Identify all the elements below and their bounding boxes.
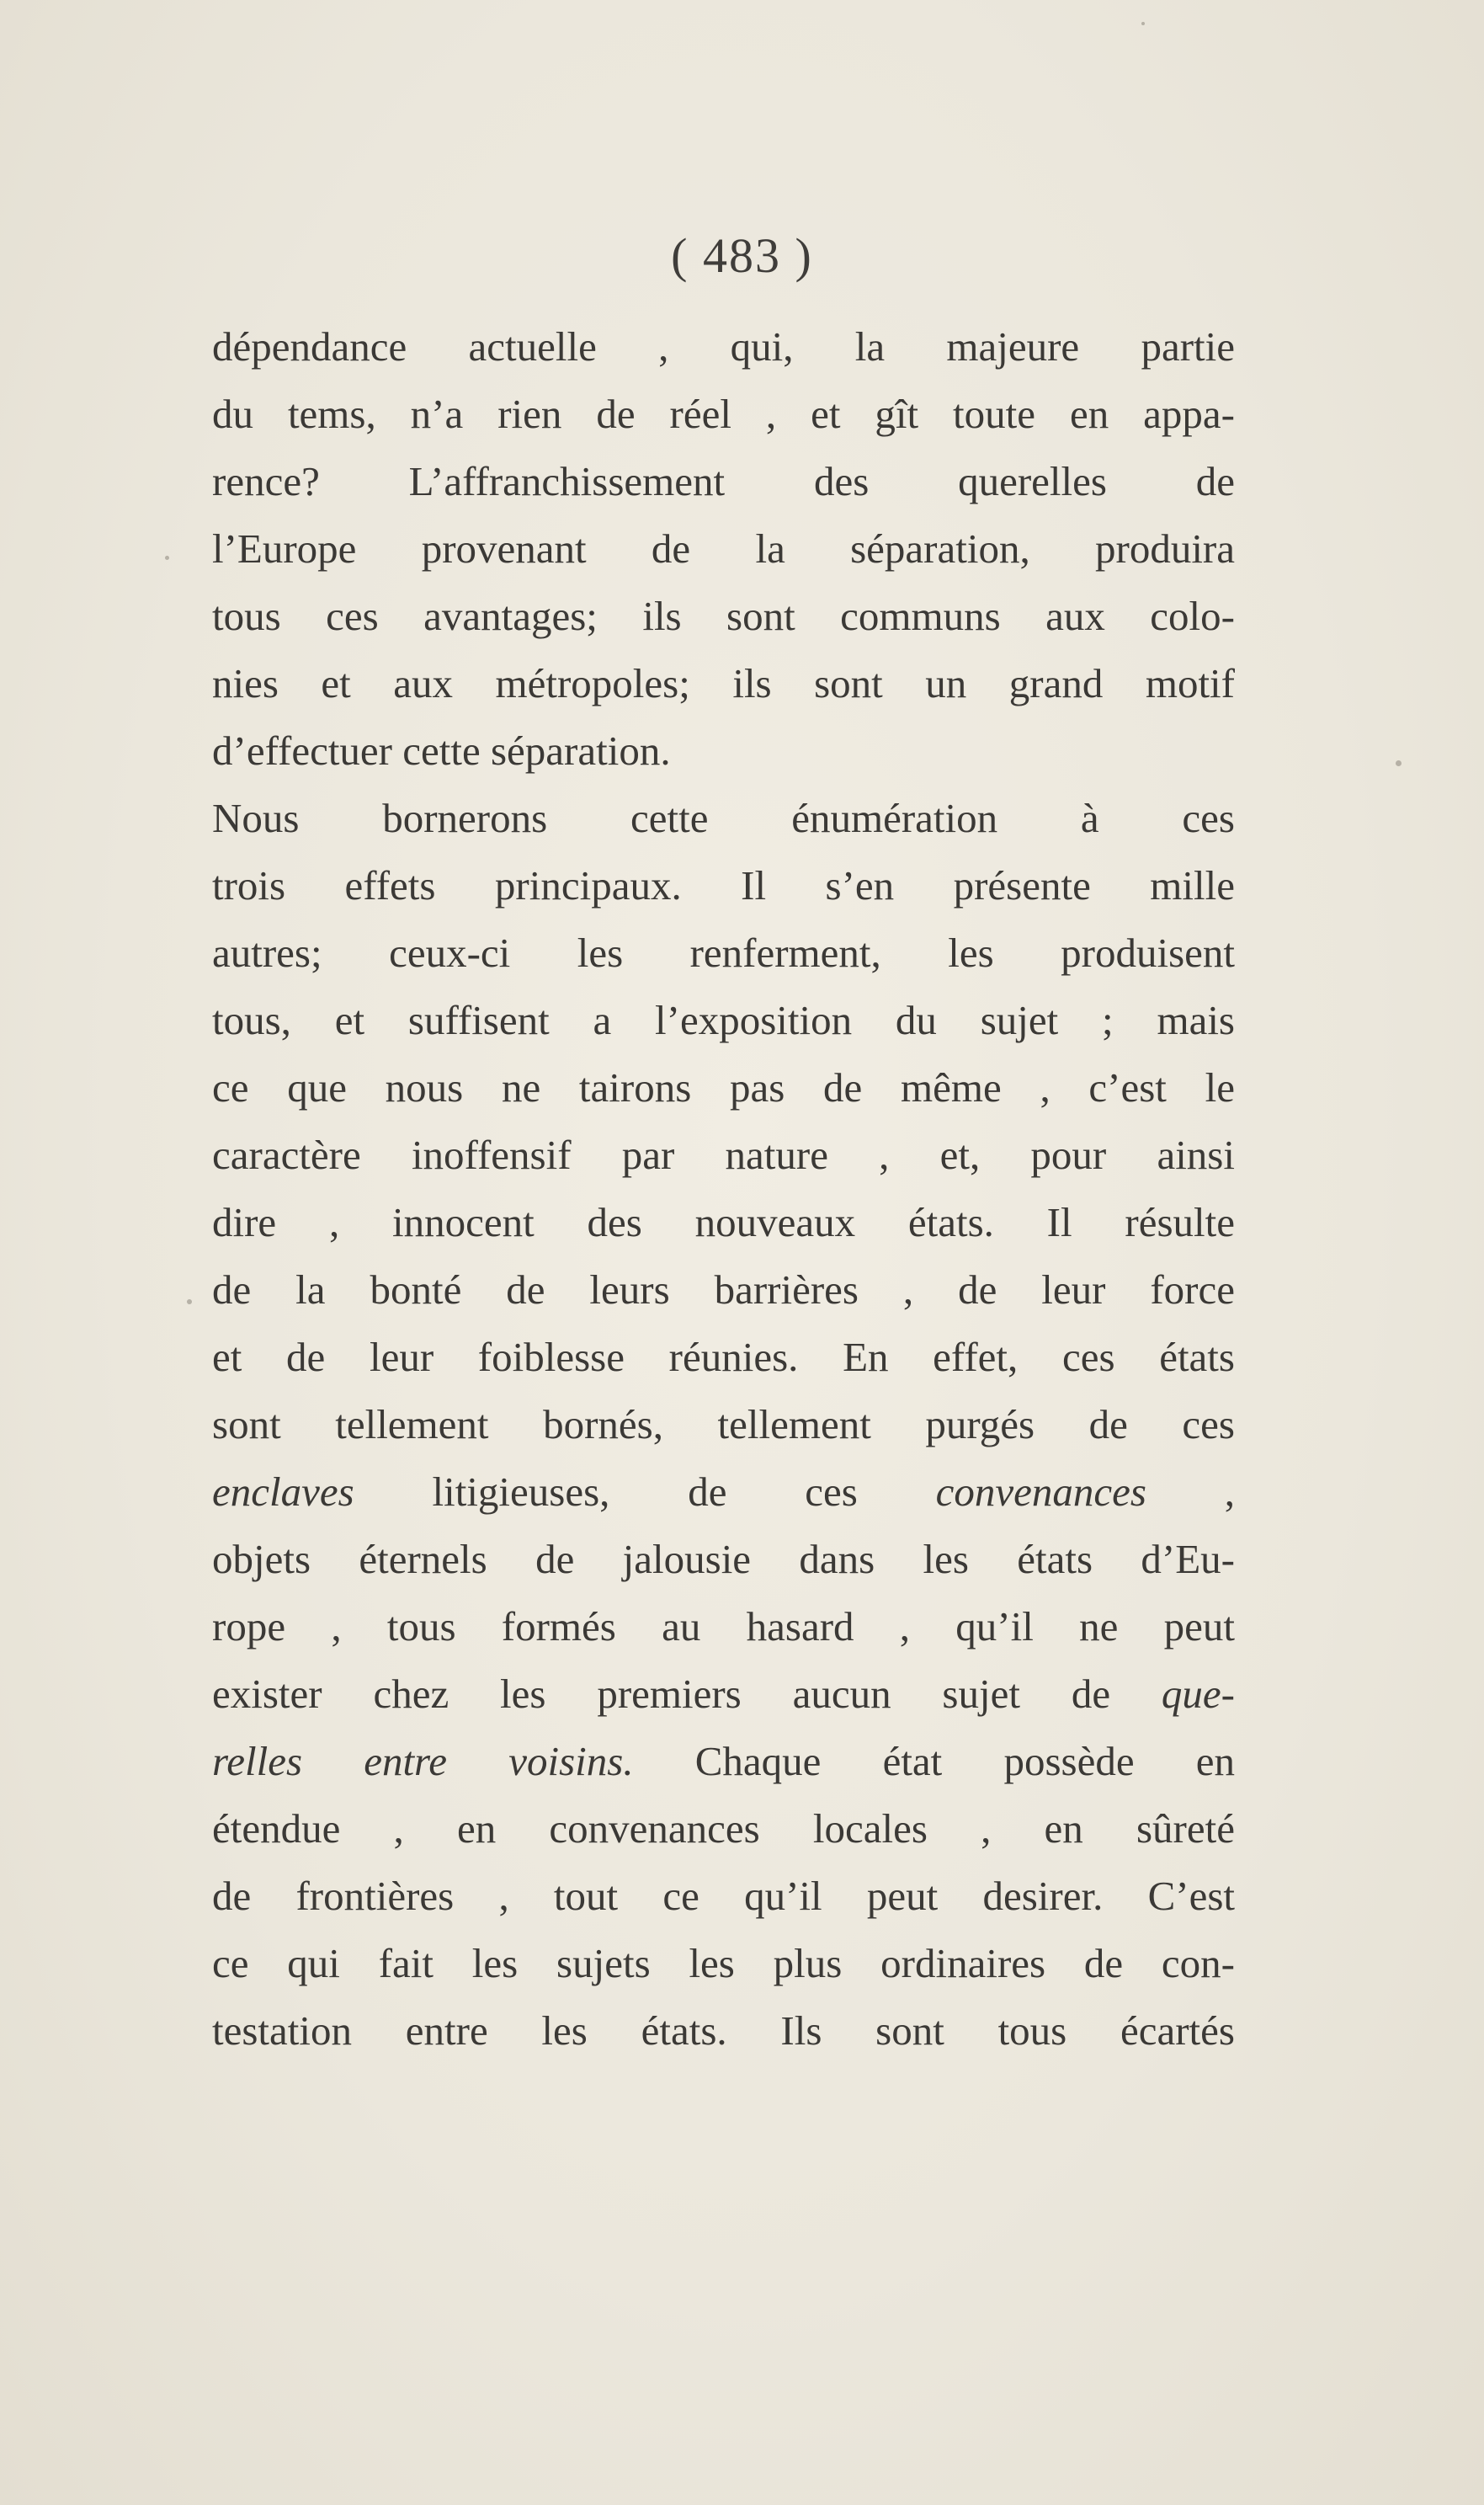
text-run: tous, et suffisent a l’exposition du sujet ; mais xyxy=(212,997,1235,1043)
text-run: autres; ceux-ci les renferment, les produisent xyxy=(212,930,1235,976)
text-line xyxy=(212,1324,1235,1391)
italic-text: convenances xyxy=(935,1468,1146,1515)
text-run: du tems, n’a rien de réel , et gît toute en appa- xyxy=(212,391,1235,437)
text-line xyxy=(212,515,1235,583)
paper-speck xyxy=(187,1299,192,1304)
text-run: étendue , en convenances locales , en sûreté xyxy=(212,1805,1235,1852)
italic-text: relles entre voisins. xyxy=(212,1738,634,1784)
text-line xyxy=(212,583,1235,650)
text-line xyxy=(212,1122,1235,1189)
text-line xyxy=(212,1391,1235,1458)
text-run: rope , tous formés au hasard , qu’il ne peut xyxy=(212,1603,1235,1650)
text-run: dire , innocent des nouveaux états. Il résulte xyxy=(212,1199,1235,1245)
text-line xyxy=(212,1997,1235,2065)
text-line xyxy=(212,1256,1235,1324)
text-line xyxy=(212,381,1235,448)
text-line xyxy=(212,1054,1235,1122)
paper-speck xyxy=(165,556,169,560)
text-run: Nous bornerons cette énumération à ces xyxy=(212,795,1235,841)
text-run: nies et aux métropoles; ils sont un grand motif xyxy=(212,660,1235,706)
italic-text: que- xyxy=(1161,1671,1235,1717)
text-run: dépendance actuelle , qui, la majeure partie xyxy=(212,323,1235,370)
text-run: ce qui fait les sujets les plus ordinaires de con- xyxy=(212,1940,1235,1986)
paper-speck xyxy=(1396,760,1402,766)
text-run: exister chez les premiers aucun sujet de xyxy=(212,1671,1162,1717)
text-line xyxy=(212,650,1235,717)
text-line xyxy=(212,1189,1235,1256)
text-line xyxy=(212,919,1235,987)
text-line xyxy=(212,987,1235,1054)
text-line xyxy=(212,1930,1235,1997)
text-line xyxy=(212,313,1235,381)
text-line xyxy=(212,1458,1235,1526)
text-run: d’effectuer cette séparation. xyxy=(212,728,671,774)
text-run: caractère inoffensif par nature , et, pour ainsi xyxy=(212,1132,1235,1178)
text-line xyxy=(212,1593,1235,1660)
text-run: ce que nous ne tairons pas de même , c’est le xyxy=(212,1064,1235,1111)
text-line xyxy=(212,448,1235,515)
text-line xyxy=(212,852,1235,919)
text-line xyxy=(212,1795,1235,1863)
text-run: trois effets principaux. Il s’en présente mille xyxy=(212,862,1235,909)
page-number: ( 483 ) xyxy=(671,228,813,283)
text-line xyxy=(212,1728,1235,1795)
text-run: Chaque état possède en xyxy=(633,1738,1235,1784)
text-run: tous ces avantages; ils sont communs aux colo- xyxy=(212,593,1235,639)
text-line xyxy=(212,717,1235,785)
text-line xyxy=(212,1863,1235,1930)
text-run: testation entre les états. Ils sont tous écartés xyxy=(212,2007,1235,2054)
text-line xyxy=(212,1660,1235,1728)
text-run: l’Europe provenant de la séparation, produira xyxy=(212,525,1235,572)
body-text xyxy=(212,313,1235,2065)
italic-text: enclaves xyxy=(212,1468,354,1515)
text-run: de la bonté de leurs barrières , de leur force xyxy=(212,1266,1235,1313)
text-run: , xyxy=(1146,1468,1235,1515)
text-run: de frontières , tout ce qu’il peut desirer. C’est xyxy=(212,1873,1235,1919)
text-run: et de leur foiblesse réunies. En effet, ces états xyxy=(212,1334,1235,1380)
text-run: rence? L’affranchissement des querelles de xyxy=(212,458,1235,504)
text-run: objets éternels de jalousie dans les états d’Eu- xyxy=(212,1536,1235,1582)
text-line xyxy=(212,785,1235,852)
paper-speck xyxy=(1141,22,1145,25)
text-run: litigieuses, de ces xyxy=(354,1468,936,1515)
text-run: sont tellement bornés, tellement purgés de ces xyxy=(212,1401,1235,1447)
text-line xyxy=(212,1526,1235,1593)
